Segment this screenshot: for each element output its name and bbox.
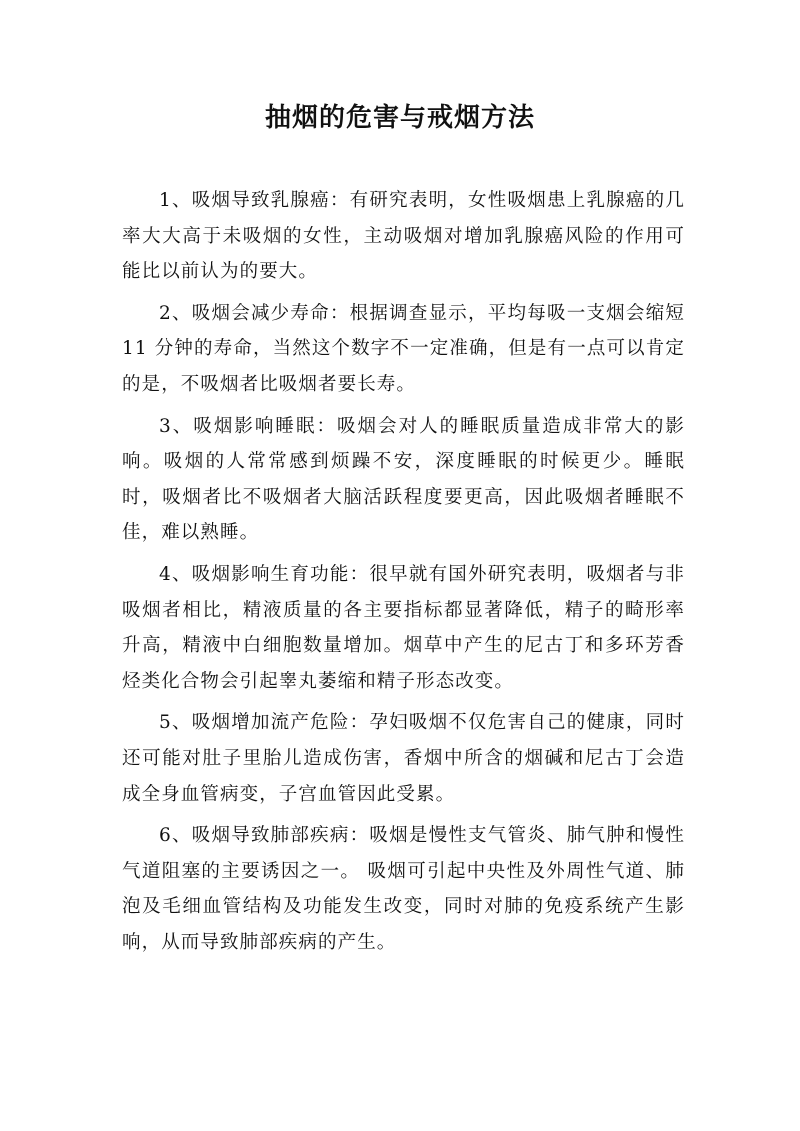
paragraph-lung-disease: 6、吸烟导致肺部疾病：吸烟是慢性支气管炎、肺气肿和慢性气道阻塞的主要诱因之一。 吸烟可引起中央性及外周性气道、肺泡及毛细血管结构及功能发生改变，同时对肺的免疫系统产生影响，从而导致肺部疾病的产生。: [122, 825, 685, 953]
paragraph-breast-cancer: 1、吸烟导致乳腺癌：有研究表明，女性吸烟患上乳腺癌的几率大大高于未吸烟的女性，主动吸烟对增加乳腺癌风险的作用可能比以前认为的要大。: [122, 190, 685, 283]
paragraph-fertility: 4、吸烟影响生育功能：很早就有国外研究表明，吸烟者与非吸烟者相比，精液质量的各主要指标都显著降低，精子的畸形率升高，精液中白细胞数量增加。烟草中产生的尼古丁和多环芳香烃类化合物会引起睾丸萎缩和精子形态改变。: [122, 563, 685, 692]
document-title: 抽烟的危害与戒烟方法: [264, 103, 535, 133]
paragraph-miscarriage: 5、吸烟增加流产危险：孕妇吸烟不仅危害自己的健康，同时还可能对肚子里胎儿造成伤害，香烟中所含的烟碱和尼古丁会造成全身血管病变，子宫血管因此受累。: [122, 712, 685, 805]
paragraph-lifespan: 2、吸烟会减少寿命：根据调查显示，平均每吸一支烟会缩短 11 分钟的寿命，当然这个数字不一定准确，但是有一点可以肯定的是，不吸烟者比吸烟者要长寿。: [122, 302, 685, 395]
paragraph-sleep: 3、吸烟影响睡眠：吸烟会对人的睡眠质量造成非常大的影响。吸烟的人常常感到烦躁不安，深度睡眠的时候更少。睡眠时，吸烟者比不吸烟者大脑活跃程度要更高，因此吸烟者睡眠不佳，难以熟睡。: [122, 415, 685, 544]
document-body: [122, 183, 685, 966]
